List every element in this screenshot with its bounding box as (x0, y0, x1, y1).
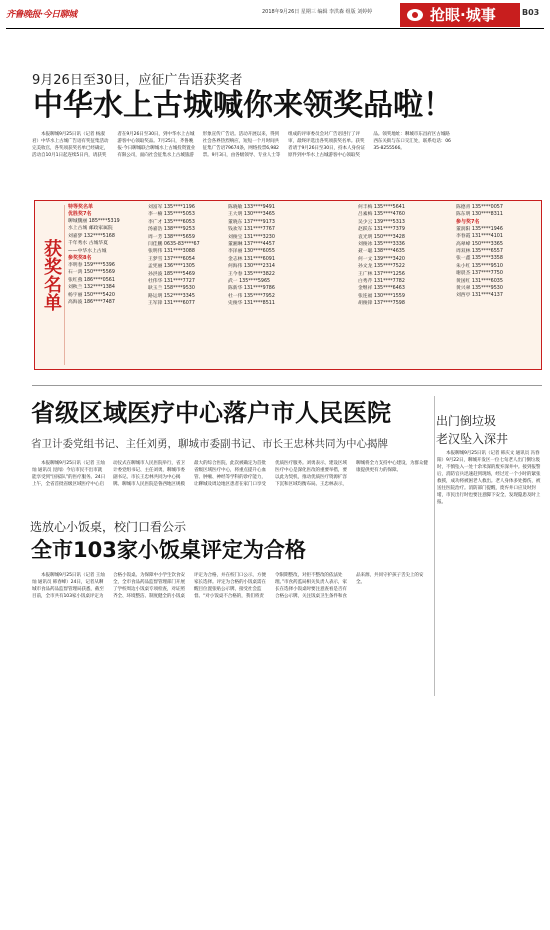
award-entry: 孙洪波 185****5469 (148, 271, 195, 277)
award-entry: 聂一聪 138****4635 (358, 249, 405, 255)
award-entry: 汤嘉浩 138****9253 (148, 227, 195, 233)
article3-kicker: 选放心小饭桌，校门口看公示 (30, 520, 187, 534)
award-entry: 特等奖名单 (68, 204, 94, 210)
award-entry: 周双林 135****6557 (456, 249, 503, 255)
award-entry: 耿玉兰 158****9530 (148, 286, 195, 292)
article2-headline: 省级区域医疗中心落户市人民医院 (31, 399, 391, 427)
award-entry: 杜伟华 131****7727 (148, 279, 195, 285)
award-entry: ——中华水上古城 (68, 248, 107, 254)
award-entry: 李春霞 131****4101 (456, 234, 503, 240)
article1-text: 本报聊城9月25日讯（记者 杨淑君）中华水上古城广告语有奖征集活动完美收官，各奖项获奖名单已经确定，活动自10月1日起连续5日内，请获奖者在9月26日至30日，到中华水上古城游客中心领取奖品。7月25日，齐鲁晚报·今日聊城联合聊城水上古城投资置业有限公司，面向社会征集水上古城旅游形象宣传广告语。活动开展以来，得到社会各界热烈响应，短短一个月时间共征集广告语79674条，网络投票6,982票。9月3日，由各级领导、专业人士等组成的评审委员会对广告语进行了评审，最终评选出各奖项获奖名单。获奖者请于9月26日至30日，持本人身份证原件到中华水上古城游客中心领取奖品。领奖地址：聊城市东昌府区古城路西东关街与东口交汇处，联系电话：0635-8255566。 (32, 132, 451, 158)
award-entry: 吴少云 139****5313 (358, 219, 405, 225)
award-entry: 董润阳 135****1946 (456, 226, 503, 232)
award-entry: 史俊华 131****8511 (228, 301, 275, 307)
award-entry: 何丰梅 135****5641 (358, 205, 405, 210)
award-entry: 张连福 130****1559 (358, 293, 405, 299)
award-entry: 刘俊冰 135****3336 (358, 242, 405, 248)
article1-body (32, 131, 537, 197)
award-entry: 刘西亭 131****4137 (456, 293, 503, 299)
award-entry: 高海波 186****7487 (68, 300, 115, 306)
award-entry: 何一文 139****3420 (358, 256, 405, 262)
article2-text: 本报聊城9月25日讯（记者 王灿灿 通讯员 昆闻）今后市民不出市就能享受到“国家队”的医疗服务。24日上午，全省首批省级区域医疗中心启动仪式在聊城市人民医院举行，省卫计委党组书记、主任刘勇，聊城市委副书记、市长王忠林共同为中心揭牌。聊城市人民医院是鲁西地区规模最大的综合医院，此次被确定为首批省级区域医疗中心，将重点提升心血管、肿瘤、神经等学科的诊疗能力，让聊城及周边地区患者在家门口享受优质医疗服务。刘勇表示，建设区域医疗中心是深化医改的重要举措，要以此为契机，推动优质医疗资源扩容下沉和区域均衡布局。王忠林表示，聊城将全力支持中心建设，为群众健康提供更有力的保障。 (32, 461, 428, 487)
award-entry: 陈新华 131****9786 (228, 286, 275, 292)
award-entry: 高翠峰 150****3365 (456, 241, 503, 247)
award-entry: 王广林 137****1256 (358, 271, 405, 277)
award-entry: 陈东明 130****8311 (456, 212, 503, 218)
award-entry: 金继祥 135****6463 (358, 286, 405, 292)
award-entry: 水上古城 邮政家属院 (68, 226, 113, 232)
article4-text: 本报聊城9月25日讯（记者 韩庆文 通讯员 冯春阳）9月22日，聊城开发区一位七旬老人出门倒垃圾时，不慎坠入一处十余米深的废弃深井中。接到报警后，消防官兵迅速赶到现场，经过近一个小时的紧张救援，成功将被困老人救出。老人身体多处擦伤，被送往医院治疗。消防部门提醒，废弃井口应及时封堵，市民出行时也要注意脚下安全，发现隐患及时上报。 (437, 451, 541, 505)
award-entry: 孙文龙 135****7522 (358, 264, 405, 270)
award-entry: 千年秀水 古城华夏 (68, 241, 108, 247)
article2-body (32, 460, 430, 522)
award-entry: 武一 135****5965 (228, 279, 271, 285)
awards-col-2 (148, 204, 223, 308)
awards-col-4 (358, 204, 433, 308)
award-entry: 参奖奖8名 (68, 255, 92, 262)
award-entry: 吕素梅 135****4760 (358, 212, 405, 218)
article4-headline: 老汉坠入深井 (436, 432, 509, 446)
award-entry: 王大明 130****3465 (228, 212, 275, 218)
award-entry: 张一鑫 135****3358 (456, 256, 503, 262)
article1-kicker: 9月26日至30日，应征广告语获奖者 (32, 73, 243, 88)
article3-text: 本报聊城9月25日讯（记者 王灿灿 通讯员 韩春峰）24日，记者从聊城市食品药品监督管理局获悉，截至目前，全市共有103家小饭桌评定为合格小饭桌。为保障中小学生饮食安全，全市食品药品监督管理部门开展了学校周边小饭桌专项检查，对证照齐全、环境整洁、制度健全的小饭桌评定为合格，并在校门口公示，方便家长选择。评定为合格的小饭桌需在醒目位置张贴公示牌，接受社会监督。“对小饭桌不合格的，我们将责令限期整改，对拒不整改的依法处理。”市食药监局相关负责人表示，家长在选择小饭桌时要注意查看是否有合格公示牌，关注饭桌卫生条件和食品来源，共同守护孩子舌尖上的安全。 (32, 573, 424, 599)
eye-icon (407, 9, 423, 21)
award-entry: 杨宇丽 150****5420 (68, 292, 115, 298)
award-entry: 闫佳鹏 0635-83****67 (148, 242, 200, 248)
section-rule (32, 385, 542, 386)
award-entry: 参与奖7名 (456, 218, 480, 225)
award-entry: 李明春 159****5396 (68, 263, 115, 269)
award-entry: 王梦雪 137****6054 (148, 256, 195, 262)
award-entry: 胡俊锋 137****7598 (358, 301, 405, 307)
award-entry: 钱欢军 131****7767 (228, 227, 275, 233)
award-entry: 优胜奖7名 (68, 211, 92, 217)
award-entry: 金志林 131****6091 (228, 256, 275, 262)
header-rule (6, 28, 544, 29)
award-entry: 白秀芹 131****7782 (358, 279, 405, 285)
section-title: 抢眼·城事 (430, 6, 496, 24)
award-entry: 董湘琳 137****4457 (228, 242, 275, 248)
awards-divider (64, 205, 65, 365)
award-entry: 谢晨杰 137****7750 (456, 271, 503, 277)
article3-headline: 全市103家小饭桌评定为合格 (31, 538, 306, 562)
award-entry: 张明伟 131****3088 (148, 249, 195, 255)
award-entry: 杜一伟 135****7952 (228, 293, 275, 299)
article2-subhead: 省卫计委党组书记、主任刘勇，聊城市委副书记、市长王忠林共同为中心揭牌 (31, 438, 388, 450)
award-entry: 赵跃东 131****7379 (358, 227, 405, 233)
award-entry: 刘嘉梦 132****5168 (68, 233, 115, 239)
award-entry: 石一鸿 150****5569 (68, 270, 115, 276)
article4-kicker: 出门倒垃圾 (436, 414, 497, 428)
award-entry: 黄国红 131****6035 (456, 278, 503, 284)
awards-col-5 (456, 204, 538, 300)
award-entry: 朱小红 135****9510 (456, 263, 503, 269)
award-entry: 黄兴翠 135****9530 (456, 286, 503, 292)
award-entry: 张红燕 186****0561 (68, 277, 115, 283)
newspaper-logo: 齐鲁晚报·今日聊城 (6, 10, 77, 20)
award-entry: 孟宪丽 136****1305 (148, 264, 195, 270)
article4-divider (434, 396, 435, 696)
award-entry: 袁光明 150****3428 (358, 234, 405, 240)
award-entry: 刘秋兰 132****1384 (68, 285, 115, 291)
award-entry: 李泽丽 130****6055 (228, 249, 275, 255)
award-entry: 王军锋 131****6077 (148, 301, 195, 307)
awards-col-3 (228, 204, 303, 308)
article4-body (437, 450, 541, 694)
article1-headline: 中华水上古城喊你来领奖品啦！ (33, 88, 453, 123)
award-entry: 周一芳 138****5659 (148, 234, 195, 240)
issue-meta: 2018年9月26日 星期三 编辑 李洪森 组版 刘婷婷 (262, 9, 373, 15)
award-entry: 刘俊宝 131****3230 (228, 234, 275, 240)
award-entry: 陈晓敏 133****9491 (228, 205, 275, 210)
page-number: B03 (522, 8, 540, 17)
award-entry: 刘富军 135****1196 (148, 205, 195, 210)
awards-title: 获奖名单 (41, 239, 62, 311)
awards-col-1 (68, 204, 143, 306)
award-entry: 何海伟 130****2314 (228, 264, 275, 270)
award-entry: 王今春 135****3822 (228, 271, 275, 277)
article3-body (32, 572, 430, 692)
award-entry: 聊城魏丽 185****5319 (68, 219, 120, 224)
award-entry: 李一楠 135****5053 (148, 212, 195, 218)
award-entry: 陈德青 135****0057 (456, 205, 503, 210)
award-entry: 路运明 152****3345 (148, 293, 195, 299)
award-entry: 董晓东 137****9173 (228, 219, 275, 225)
award-entry: 李广才 135****6053 (148, 219, 195, 225)
